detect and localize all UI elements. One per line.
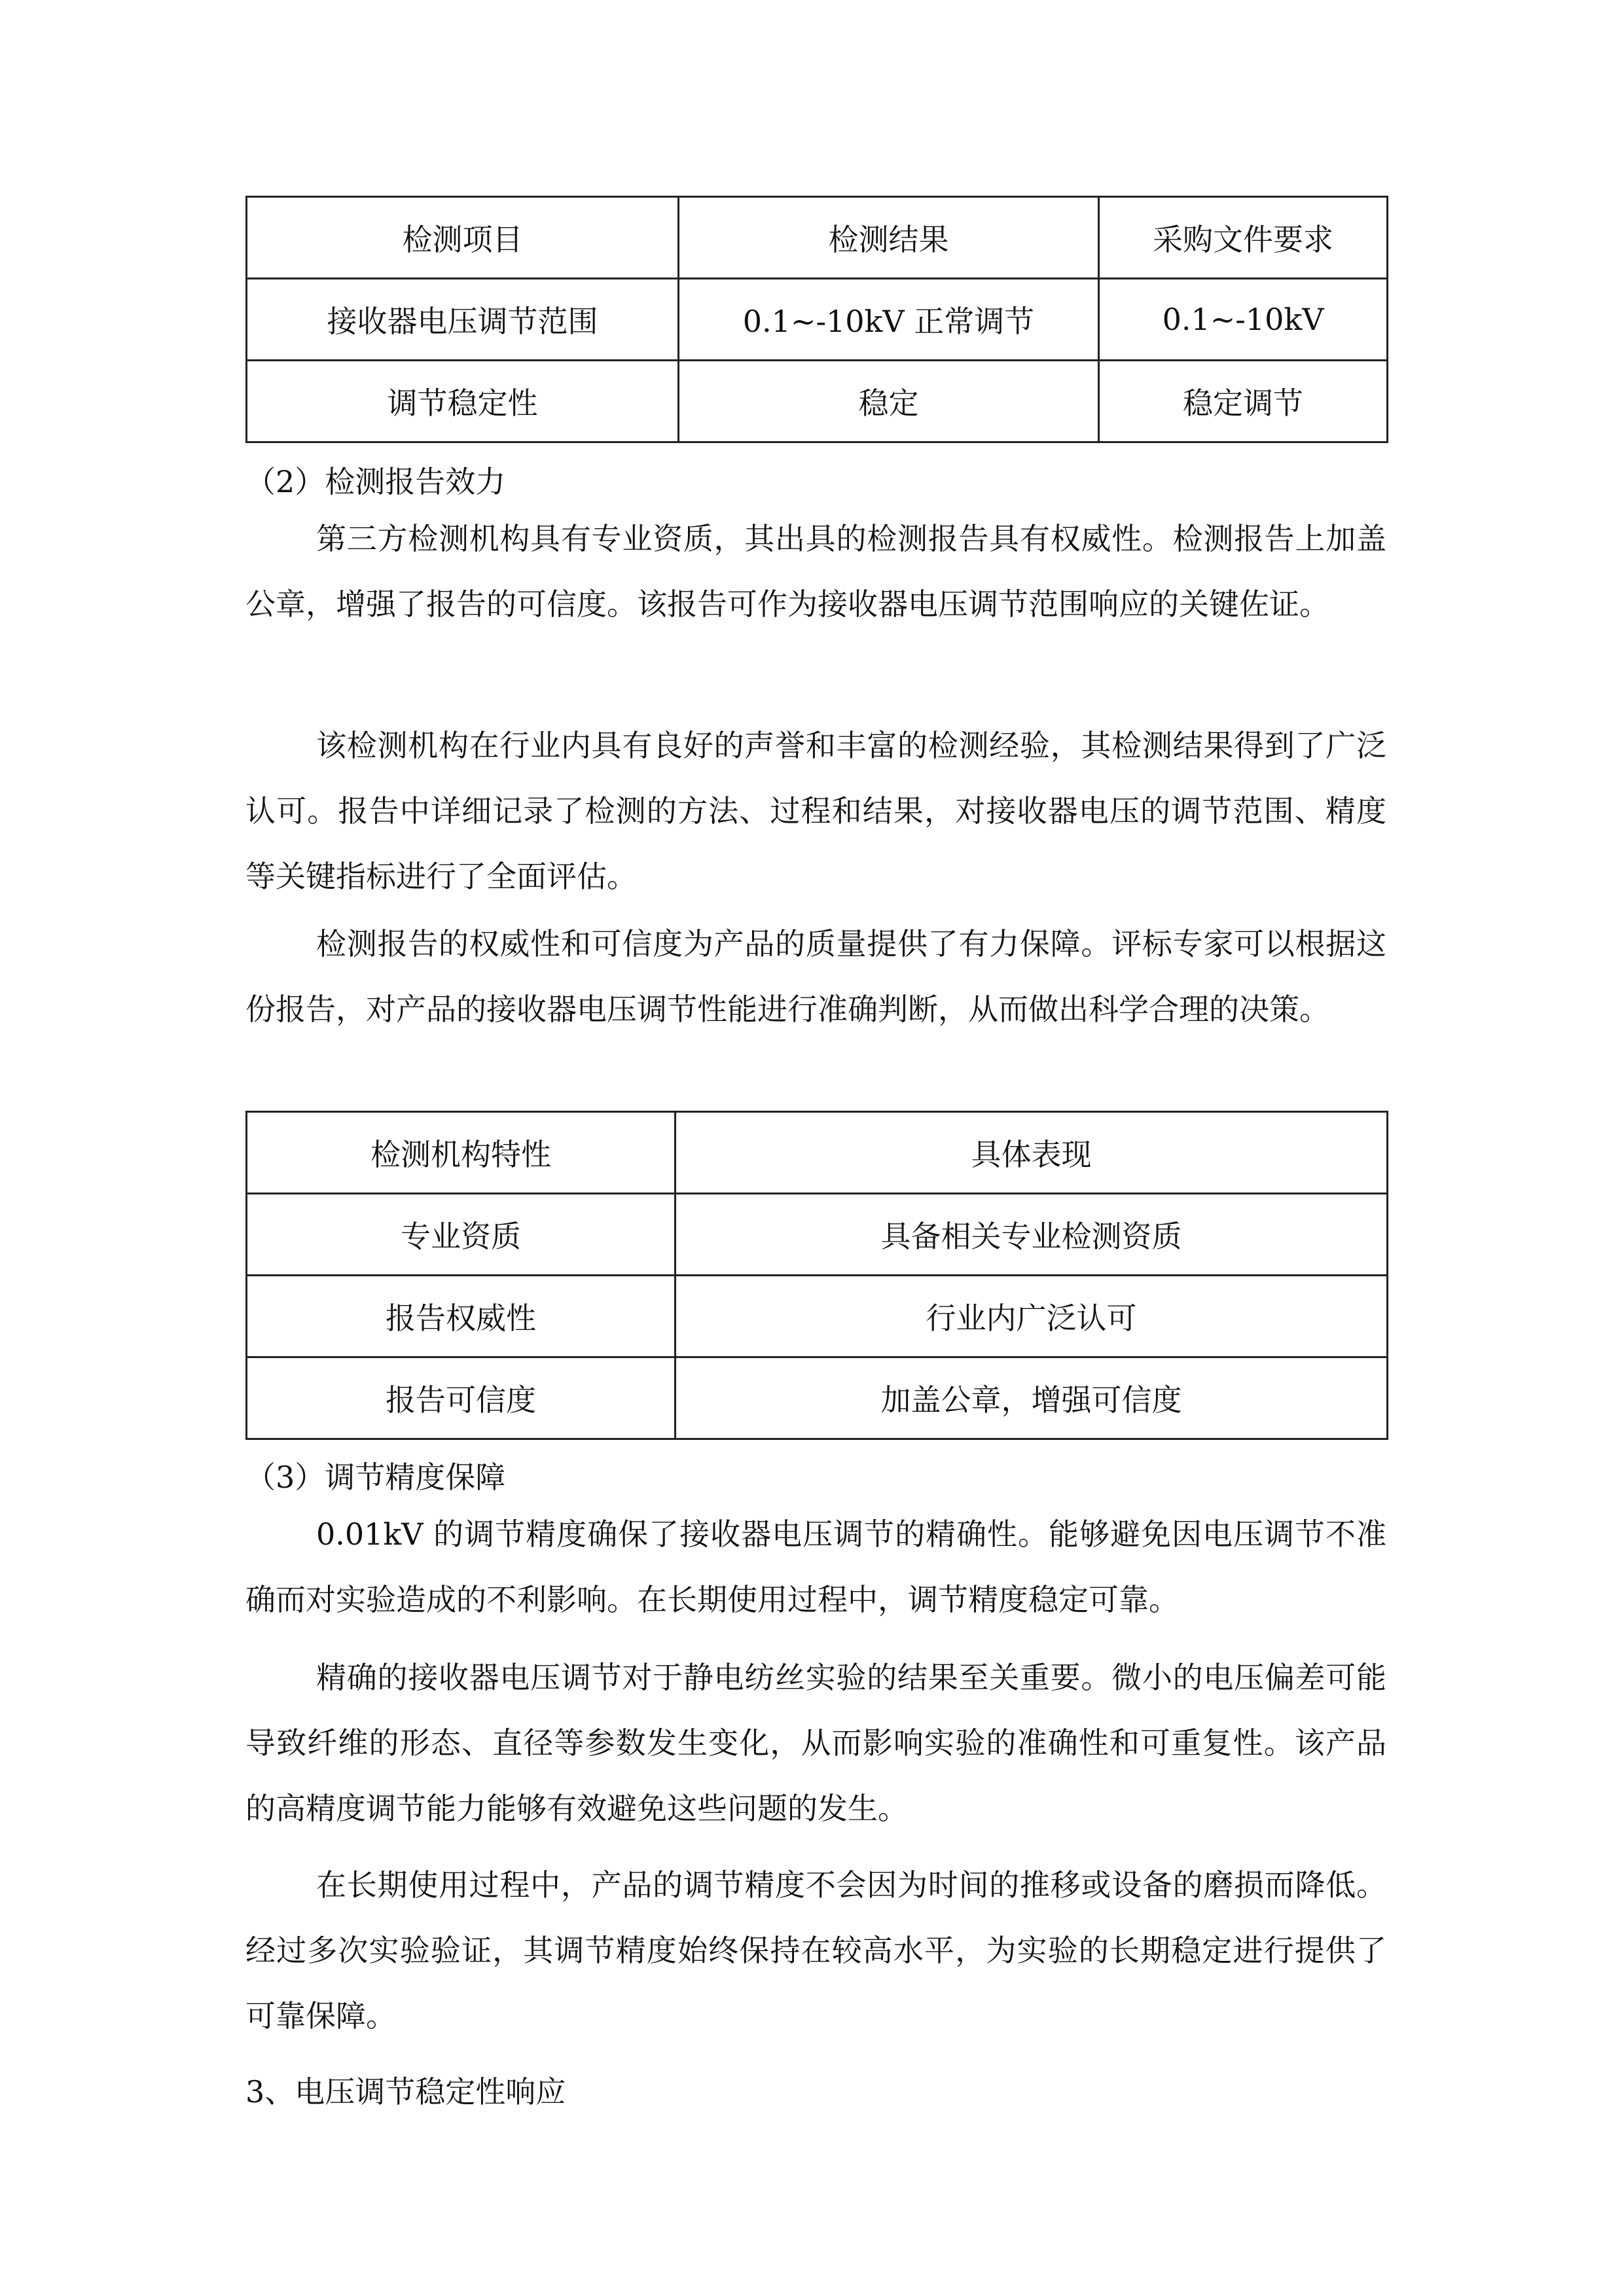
table-cell: 具备相关专业检测资质 (676, 1194, 1388, 1276)
table-header-cell: 具体表现 (676, 1112, 1388, 1194)
table-row (247, 279, 1388, 361)
table-row (247, 1194, 1388, 1276)
table-header-row (247, 1112, 1388, 1194)
section-heading-precision: （3）调节精度保障 (245, 1460, 506, 1495)
test-results-table (245, 196, 1388, 443)
institution-characteristics-table (245, 1111, 1388, 1440)
table-header-cell: 采购文件要求 (1099, 197, 1388, 279)
paragraph: 在长期使用过程中，产品的调节精度不会因为时间的推移或设备的磨损而降低。经过多次实验验证，其调节精度始终保持在较高水平，为实验的长期稳定进行提供了可靠保障。 (245, 1867, 1386, 2034)
paragraph: 检测报告的权威性和可信度为产品的质量提供了有力保障。评标专家可以根据这份报告，对产品的接收器电压调节性能进行准确判断，从而做出科学合理的决策。 (245, 926, 1386, 1027)
table-row (247, 361, 1388, 442)
table-cell: 报告权威性 (247, 1276, 676, 1357)
table-cell: 调节稳定性 (247, 361, 679, 442)
table-cell: 0.1~-10kV 正常调节 (679, 279, 1099, 361)
table-cell: 稳定 (679, 361, 1099, 442)
table-cell: 稳定调节 (1099, 361, 1388, 442)
table-row (247, 1276, 1388, 1357)
table-cell: 0.1~-10kV (1099, 279, 1388, 361)
table-row (247, 1357, 1388, 1439)
section-heading-report-validity: （2）检测报告效力 (245, 464, 506, 499)
paragraph: 该检测机构在行业内具有良好的声誉和丰富的检测经验，其检测结果得到了广泛认可。报告中详细记录了检测的方法、过程和结果，对接收器电压的调节范围、精度等关键指标进行了全面评估。 (245, 728, 1386, 894)
paragraph: 精确的接收器电压调节对于静电纺丝实验的结果至关重要。微小的电压偏差可能导致纤维的形态、直径等参数发生变化，从而影响实验的准确性和可重复性。该产品的高精度调节能力能够有效避免这些问题的发生。 (245, 1660, 1386, 1826)
table-cell: 专业资质 (247, 1194, 676, 1276)
table-cell: 行业内广泛认可 (676, 1276, 1388, 1357)
section-heading-stability: 3、电压调节稳定性响应 (245, 2074, 566, 2109)
paragraph: 第三方检测机构具有专业资质，其出具的检测报告具有权威性。检测报告上加盖公章，增强了报告的可信度。该报告可作为接收器电压调节范围响应的关键佐证。 (245, 521, 1386, 622)
table-header-row (247, 197, 1388, 279)
table-header-cell: 检测机构特性 (247, 1112, 676, 1194)
paragraph: 0.01kV 的调节精度确保了接收器电压调节的精确性。能够避免因电压调节不准确而对实验造成的不利影响。在长期使用过程中，调节精度稳定可靠。 (245, 1516, 1386, 1617)
table-cell: 报告可信度 (247, 1357, 676, 1439)
table-header-cell: 检测结果 (679, 197, 1099, 279)
table-cell: 加盖公章，增强可信度 (676, 1357, 1388, 1439)
table-cell: 接收器电压调节范围 (247, 279, 679, 361)
table-header-cell: 检测项目 (247, 197, 679, 279)
